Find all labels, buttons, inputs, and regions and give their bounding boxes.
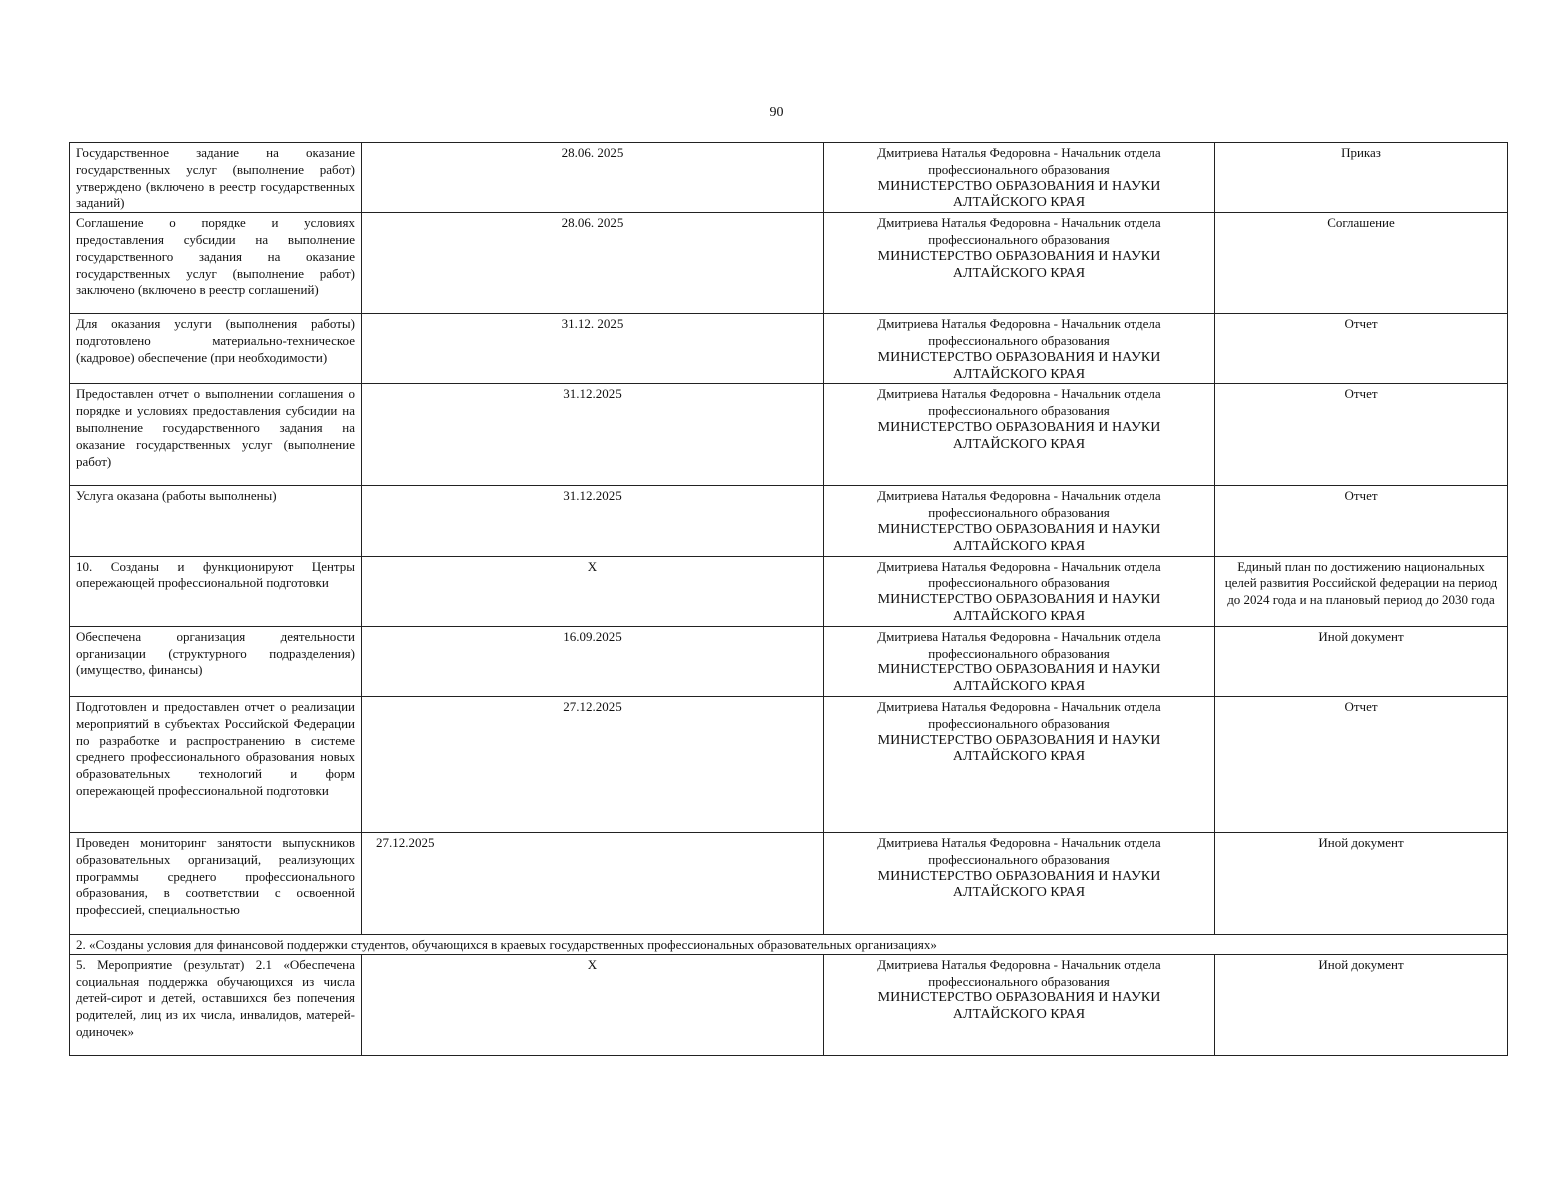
row-responsible <box>824 314 1215 384</box>
table-row <box>70 143 1508 213</box>
row-date: 16.09.2025 <box>362 626 824 696</box>
row-name: Услуга оказана (работы выполнены) <box>70 486 362 556</box>
row-responsible <box>824 954 1215 1055</box>
responsible-org: МИНИСТЕРСТВО ОБРАЗОВАНИЯ И НАУКИ АЛТАЙСКОГО КРАЯ <box>877 662 1161 695</box>
responsible-dept: профессионального образования <box>928 332 1110 348</box>
row-responsible <box>824 384 1215 486</box>
responsible-name: Дмитриева Наталья Федоровна - Начальник отдела <box>877 698 1161 714</box>
responsible-dept: профессионального образования <box>928 575 1110 591</box>
row-date: X <box>362 556 824 626</box>
row-name: Подготовлен и предоставлен отчет о реализации мероприятий в субъектах Российской Федерации по разработке и распространению в системе среднего профессионального образования новых образовательных технологий и форм опережающей профессиональной подготовки <box>70 696 362 832</box>
row-name: Государственное задание на оказание государственных услуг (выполнение работ) утверждено (включено в реестр государственных заданий) <box>70 143 362 213</box>
responsible-dept: профессионального образования <box>928 161 1110 177</box>
responsible-org: МИНИСТЕРСТВО ОБРАЗОВАНИЯ И НАУКИ АЛТАЙСКОГО КРАЯ <box>877 592 1161 624</box>
responsible-name: Дмитриева Наталья Федоровна - Начальник отдела <box>877 956 1161 972</box>
row-responsible <box>824 696 1215 832</box>
plan-table <box>69 142 1508 1056</box>
responsible-org: МИНИСТЕРСТВО ОБРАЗОВАНИЯ И НАУКИ АЛТАЙСКОГО КРАЯ <box>877 732 1161 765</box>
table-row <box>70 314 1508 384</box>
section-row <box>70 934 1508 954</box>
responsible-name: Дмитриева Наталья Федоровна - Начальник отдела <box>877 145 1161 160</box>
responsible-org: МИНИСТЕРСТВО ОБРАЗОВАНИЯ И НАУКИ АЛТАЙСКОГО КРАЯ <box>877 521 1161 554</box>
row-document: Приказ <box>1215 143 1508 213</box>
row-name: 5. Мероприятие (результат) 2.1 «Обеспечена социальная поддержка обучающихся из числа детей-сирот и детей, оставшихся без попечения родителей, лиц из их числа, инвалидов, матерей-одиночек» <box>70 954 362 1055</box>
row-document: Отчет <box>1215 314 1508 384</box>
row-date: 31.12. 2025 <box>362 314 824 384</box>
responsible-name: Дмитриева Наталья Федоровна - Начальник отдела <box>877 488 1161 504</box>
row-date: 31.12.2025 <box>362 384 824 486</box>
row-name: 10. Созданы и функционируют Центры опережающей профессиональной подготовки <box>70 556 362 626</box>
row-name: Предоставлен отчет о выполнении соглашения о порядке и условиях предоставления субсидии на выполнение государственного задания на оказание государственных услуг (выполнение работ) <box>70 384 362 486</box>
row-date: 31.12.2025 <box>362 486 824 556</box>
responsible-dept: профессионального образования <box>928 231 1110 247</box>
responsible-dept: профессионального образования <box>928 505 1110 521</box>
row-responsible <box>824 556 1215 626</box>
row-document: Единый план по достижению национальных целей развития Российской федерации на период до 2024 года и на плановый период до 2030 года <box>1215 556 1508 626</box>
row-document: Иной документ <box>1215 626 1508 696</box>
row-date: 28.06. 2025 <box>362 143 824 213</box>
responsible-name: Дмитриева Наталья Федоровна - Начальник отдела <box>877 628 1161 644</box>
responsible-name: Дмитриева Наталья Федоровна - Начальник отдела <box>877 834 1161 850</box>
responsible-name: Дмитриева Наталья Федоровна - Начальник отдела <box>877 386 1161 402</box>
table-row <box>70 696 1508 832</box>
row-date: 27.12.2025 <box>362 696 824 832</box>
row-document: Иной документ <box>1215 832 1508 934</box>
row-name: Обеспечена организация деятельности организации (структурного подразделения) (имущество, финансы) <box>70 626 362 696</box>
section-heading: 2. «Созданы условия для финансовой поддержки студентов, обучающихся в краевых государственных профессиональных образовательных организациях» <box>70 934 1508 954</box>
row-responsible <box>824 626 1215 696</box>
row-document: Иной документ <box>1215 954 1508 1055</box>
responsible-dept: профессионального образования <box>928 645 1110 661</box>
table-row <box>70 213 1508 314</box>
row-date: X <box>362 954 824 1055</box>
responsible-org: МИНИСТЕРСТВО ОБРАЗОВАНИЯ И НАУКИ АЛТАЙСКОГО КРАЯ <box>877 419 1161 452</box>
page-number: 90 <box>769 105 784 120</box>
row-date: 27.12.2025 <box>362 832 824 934</box>
responsible-org: МИНИСТЕРСТВО ОБРАЗОВАНИЯ И НАУКИ АЛТАЙСКОГО КРАЯ <box>877 248 1161 281</box>
responsible-org: МИНИСТЕРСТВО ОБРАЗОВАНИЯ И НАУКИ АЛТАЙСКОГО КРАЯ <box>877 990 1161 1023</box>
row-name: Проведен мониторинг занятости выпускников образовательных организаций, реализующих программы среднего профессионального образования, в соответствии с освоенной профессией, специальностью <box>70 832 362 934</box>
responsible-dept: профессионального образования <box>928 403 1110 419</box>
responsible-dept: профессионального образования <box>928 715 1110 731</box>
row-name: Соглашение о порядке и условиях предоставления субсидии на выполнение государственного задания на оказание государственных услуг (выполнение работ) заключено (включено в реестр соглашений) <box>70 213 362 314</box>
table-row <box>70 486 1508 556</box>
table-row <box>70 556 1508 626</box>
row-name: Для оказания услуги (выполнения работы) подготовлено материально-техническое (кадровое) обеспечение (при необходимости) <box>70 314 362 384</box>
row-document: Отчет <box>1215 486 1508 556</box>
responsible-org: МИНИСТЕРСТВО ОБРАЗОВАНИЯ И НАУКИ АЛТАЙСКОГО КРАЯ <box>877 178 1161 211</box>
responsible-org: МИНИСТЕРСТВО ОБРАЗОВАНИЯ И НАУКИ АЛТАЙСКОГО КРАЯ <box>877 868 1161 901</box>
responsible-name: Дмитриева Наталья Федоровна - Начальник отдела <box>877 558 1161 574</box>
table-row <box>70 384 1508 486</box>
responsible-name: Дмитриева Наталья Федоровна - Начальник отдела <box>877 316 1161 332</box>
row-responsible <box>824 143 1215 213</box>
row-date: 28.06. 2025 <box>362 213 824 314</box>
row-responsible <box>824 213 1215 314</box>
table-row <box>70 832 1508 934</box>
row-document: Соглашение <box>1215 213 1508 314</box>
responsible-dept: профессионального образования <box>928 851 1110 867</box>
row-responsible <box>824 486 1215 556</box>
row-document: Отчет <box>1215 384 1508 486</box>
row-document: Отчет <box>1215 696 1508 832</box>
row-responsible <box>824 832 1215 934</box>
table-row <box>70 626 1508 696</box>
responsible-name: Дмитриева Наталья Федоровна - Начальник отдела <box>877 215 1161 231</box>
table-row <box>70 954 1508 1055</box>
responsible-org: МИНИСТЕРСТВО ОБРАЗОВАНИЯ И НАУКИ АЛТАЙСКОГО КРАЯ <box>877 349 1161 382</box>
responsible-dept: профессионального образования <box>928 973 1110 989</box>
